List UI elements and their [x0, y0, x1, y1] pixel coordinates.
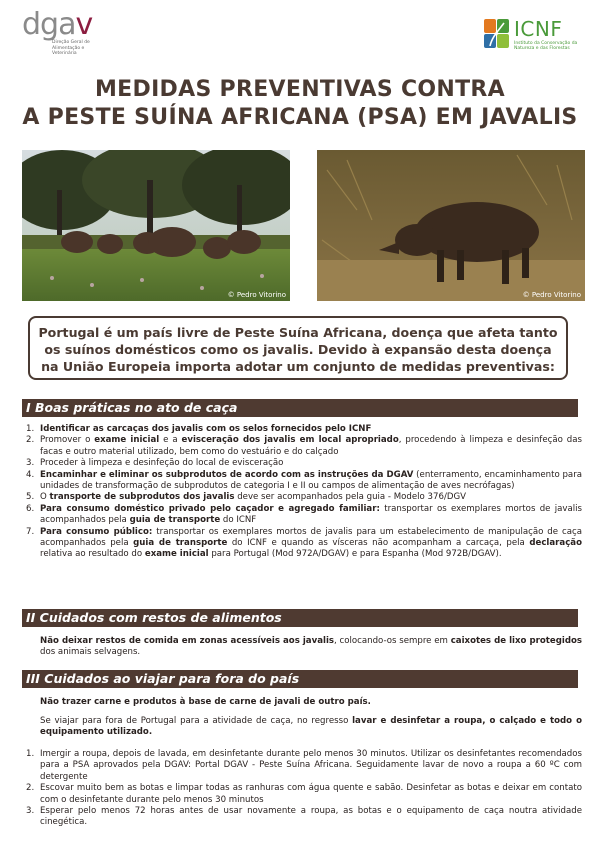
- page-title-line-2: A PESTE SUÍNA AFRICANA (PSA) EM JAVALIS: [22, 105, 578, 130]
- section-heading: I Boas práticas no ato de caça: [22, 399, 578, 417]
- list-item: 2. Promover o exame inicial e a evisceração dos javalis em local apropriado, procedendo à limpeza e desinfeção das facas e outro material utilizado, bem como do vestuário e do calçado: [26, 435, 582, 457]
- dgav-logo-mark: dgav: [22, 7, 93, 42]
- list-item: 1. Imergir a roupa, depois de lavada, em desinfetante durante pelo menos 30 minutos. Utilizar os desinfetantes recomendados para a PSA aprovados pela DGAV: Portal DGAV - Peste Suína Africana. Seguidamente lavar de novo a roupa a 60 ºC com detergente: [26, 749, 582, 782]
- dgav-logo-subtitle: Direção Geral de Alimentação e Veterinária: [52, 40, 90, 56]
- dgav-logo: [22, 7, 102, 60]
- icnf-leaf-icon: [484, 19, 510, 49]
- list-item: 4. Encaminhar e eliminar os subprodutos de acordo com as instruções da DGAV (enterramento, encaminhamento para unidades de transformação de subprodutos de categoria I e II ou campos de alimentação de aves necrófagas): [26, 469, 583, 492]
- food-waste-paragraph: Não deixar restos de comida em zonas acessíveis aos javalis, colocando-os sempre em caixotes de lixo protegidos dos animais selvagens.: [40, 636, 582, 658]
- list-item: 3. Proceder à limpeza e desinfeção do local de evisceração: [26, 458, 284, 469]
- section-heading: II Cuidados com restos de alimentos: [22, 609, 578, 627]
- list-item: 7. Para consumo público: transportar os exemplares mortos de javalis para um estabelecimento de manipulação de caça acompanhados pela guia de transporte do ICNF e quando as vísceras não acompanham a carcaça, pela declaração relativa ao resultado do exame inicial para Portugal (Mod 972A/DGAV) e para Espanha (Mod 972B/DGAV).: [26, 526, 583, 560]
- section-heading: III Cuidados ao viajar para fora do país: [22, 670, 578, 688]
- icnf-logo-word: ICNF: [514, 17, 563, 41]
- single-boar-image: [317, 150, 585, 301]
- single-boar-photo: [317, 150, 585, 301]
- boar-group-image: [22, 150, 290, 301]
- list-item: 1. Identificar as carcaças dos javalis com os selos fornecidos pelo ICNF: [26, 424, 372, 434]
- travel-lead: Não trazer carne e produtos à base de carne de javali de outro país.: [40, 697, 371, 707]
- photo-credit: © Pedro Vitorino: [522, 291, 581, 299]
- icnf-logo-subtitle: Instituto da Conservação da Natureza e das Florestas: [514, 41, 578, 51]
- list-item: 5. O transporte de subprodutos dos javalis deve ser acompanhados pela guia - Modelo 376/DGV: [26, 492, 466, 503]
- travel-steps-list: [22, 749, 582, 829]
- page-title: [0, 76, 600, 132]
- list-item: 6. Para consumo doméstico privado pelo caçador e agregado familiar: transportar os exemplares mortos de javalis acompanhados pela guia de transporte do ICNF: [26, 503, 583, 526]
- photo-credit: © Pedro Vitorino: [227, 291, 286, 299]
- intro-box: Portugal é um país livre de Peste Suína Africana, doença que afeta tanto os suínos domésticos como os javalis. Devido à expansão desta doença na União Europeia importa adotar um conjunto de medidas preventivas:: [28, 316, 568, 380]
- page-title-line-1: MEDIDAS PREVENTIVAS CONTRA: [94, 77, 505, 102]
- good-practices-list: [22, 424, 582, 561]
- boar-group-photo: [22, 150, 290, 301]
- travel-paragraph: Se viajar para fora de Portugal para a atividade de caça, no regresso lavar e desinfetar a roupa, o calçado e todo o equipamento utilizado.: [40, 716, 582, 738]
- list-item: 2. Escovar muito bem as botas e limpar todas as ranhuras com água quente e sabão. Desinfetar as botas e deixar em contato com o desinfetante durante pelo menos 30 minutos: [26, 783, 582, 805]
- list-item: 3. Esperar pelo menos 72 horas antes de usar novamente a roupa, as botas e o equipamento de caça noutra atividade cinegética.: [26, 806, 582, 828]
- icnf-logo: [484, 17, 580, 55]
